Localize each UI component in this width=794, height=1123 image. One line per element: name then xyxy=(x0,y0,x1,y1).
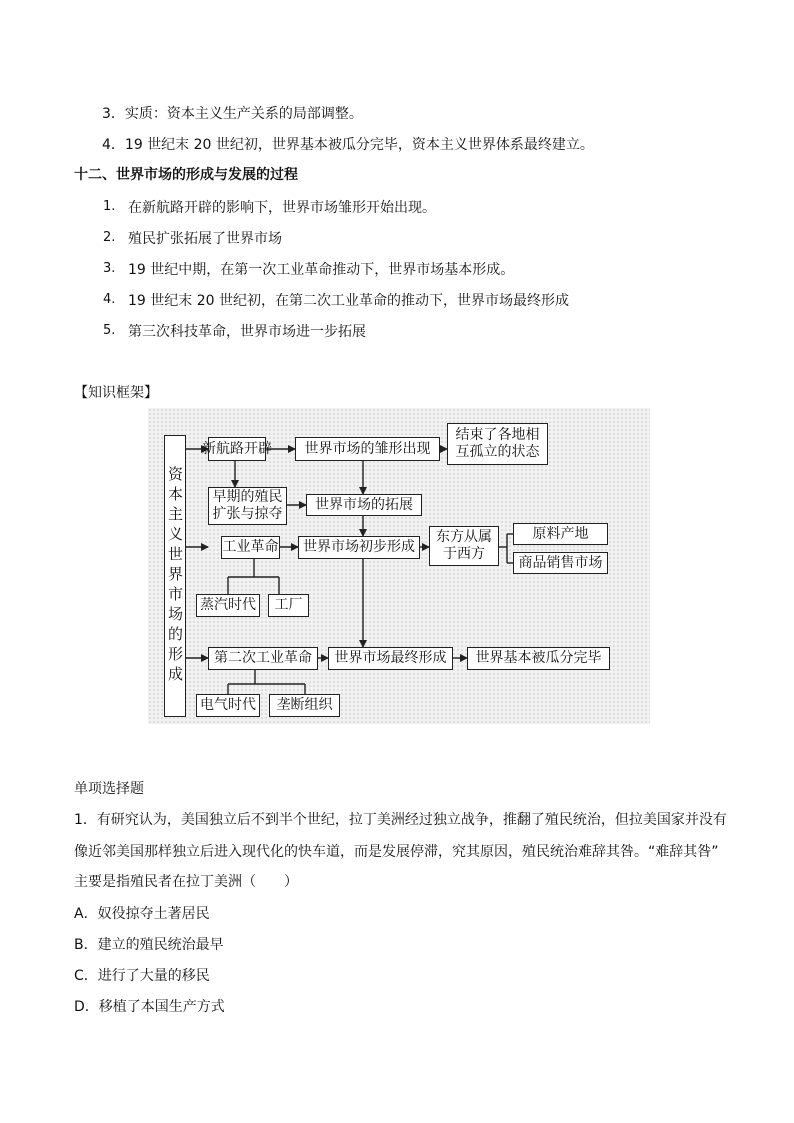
node-market-embryo: 世界市场的雏形出现 xyxy=(295,437,440,461)
node-east-west: 东方从属 于西方 xyxy=(429,526,499,566)
node-industrial-revolution: 工业革命 xyxy=(221,536,280,559)
exercise-section-title: 单项选择题 xyxy=(74,781,144,797)
node-market-final: 世界市场最终形成 xyxy=(328,647,453,670)
node-second-revolution: 第二次工业革命 xyxy=(208,647,318,670)
node-new-routes: 新航路开辟 xyxy=(208,437,266,461)
node-monopoly: 垄断组织 xyxy=(269,694,340,717)
node-raw-material: 原料产地 xyxy=(513,523,608,545)
node-factory: 工厂 xyxy=(268,594,309,617)
node-steam-age: 蒸汽时代 xyxy=(196,594,260,617)
option-a: A．奴役掠夺土著居民 xyxy=(74,906,210,922)
section-12-title: 十二、世界市场的形成与发展的过程 xyxy=(74,167,298,183)
node-colonial-expansion: 早期的殖民 扩张与掠夺 xyxy=(208,487,287,525)
framework-label: 【知识框架】 xyxy=(74,385,158,401)
node-ended-isolation: 结束了各地相 互孤立的状态 xyxy=(447,423,548,465)
option-c: C．进行了大量的移民 xyxy=(74,968,210,984)
option-d: D．移植了本国生产方式 xyxy=(74,999,225,1015)
node-electric-age: 电气时代 xyxy=(196,694,260,717)
intro-item-4: 4．19 世纪末 20 世纪初，世界基本被瓜分完毕，资本主义世界体系最终建立。 xyxy=(102,137,594,153)
node-sales-market: 商品销售市场 xyxy=(513,552,608,574)
node-world-divided: 世界基本被瓜分完毕 xyxy=(467,647,610,670)
intro-item-3: 3．实质：资本主义生产关系的局部调整。 xyxy=(102,106,363,122)
question-line: 1．有研究认为，美国独立后不到半个世纪，拉丁美洲经过独立战争，推翻了殖民统治，但拉美国家并没有 xyxy=(74,812,727,828)
node-market-initial: 世界市场初步形成 xyxy=(298,536,420,559)
option-b: B．建立的殖民统治最早 xyxy=(74,937,224,953)
node-market-expansion: 世界市场的拓展 xyxy=(306,494,422,516)
question-line: 主要是指殖民者在拉丁美洲（ ） xyxy=(74,874,298,890)
knowledge-framework-diagram xyxy=(148,408,650,724)
question-line: 像近邻美国那样独立后进入现代化的快车道，而是发展停滞，究其原因，殖民统治难辞其咎。“难辞其咎” xyxy=(74,844,719,860)
diagram-side-label: 资本主义世界市场的形成 xyxy=(164,435,186,717)
